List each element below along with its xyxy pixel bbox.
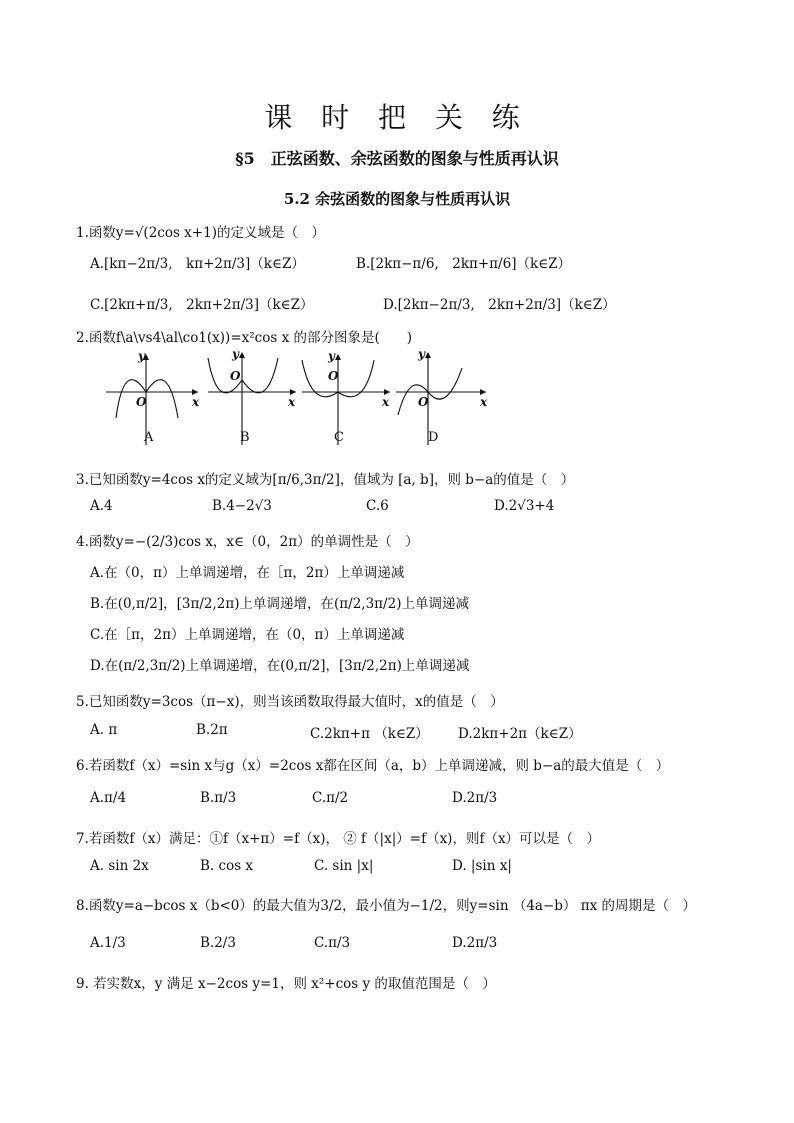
- q6-option-d: D.2π/3: [452, 790, 498, 806]
- q5-option-d: D.2kπ+2π（k∈Z）: [458, 726, 582, 742]
- q7-option-d: D. |sin x|: [452, 858, 512, 874]
- graph-a-y-label: y: [138, 350, 145, 363]
- q6-option-b: B.π/3: [200, 790, 237, 806]
- question-1-stem: 1.函数y=√(2cos x+1)的定义域是（ ）: [76, 225, 325, 241]
- q4-option-c: C.在［π，2π）上单调递增，在（0，π）上单调递减: [90, 627, 405, 643]
- q4-option-a: A.在（0，π）上单调递增，在［π，2π）上单调递减: [90, 565, 405, 581]
- q1-option-a: A.[kπ−2π/3, kπ+2π/3]（k∈Z）: [90, 256, 305, 272]
- question-3-stem: 3.已知函数y=4cos x的定义域为[π/6,3π/2]，值域为 [a, b]，则 b−a的值是（ ）: [76, 472, 575, 488]
- question-6-stem: 6.若函数f（x）=sin x与g（x）=2cos x都在区间（a，b）上单调递减，则 b−a的最大值是（ ）: [76, 758, 670, 774]
- page-title: 课 时 把 关 练: [264, 101, 530, 134]
- q6-option-c: C.π/2: [312, 790, 349, 806]
- graph-b-origin-label: O: [230, 369, 241, 383]
- q1-option-d: D.[2kπ−2π/3, 2kπ+2π/3]（k∈Z）: [383, 297, 616, 313]
- q5-option-a: A. π: [90, 722, 118, 738]
- q8-option-d: D.2π/3: [452, 935, 498, 951]
- q1-option-b: B.[2kπ−π/6, 2kπ+π/6]（k∈Z）: [356, 256, 572, 272]
- graph-label-c: C: [334, 430, 344, 445]
- graph-label-b: B: [240, 430, 250, 445]
- graph-c-y-label: y: [328, 350, 335, 363]
- q4-option-b: B.在(0,π/2]，[3π/2,2π)上单调递增，在(π/2,3π/2)上单调递减: [90, 596, 469, 612]
- question-9-stem: 9. 若实数x，y 满足 x−2cos y=1，则 x²+cos y 的取值范围是（ ）: [76, 976, 496, 992]
- q8-option-a: A.1/3: [90, 935, 126, 951]
- q1-option-c: C.[2kπ+π/3, 2kπ+2π/3]（k∈Z）: [90, 297, 314, 313]
- graph-b-x-label: x: [288, 395, 296, 409]
- q3-option-c: C.6: [366, 498, 389, 514]
- q5-option-b: B.2π: [196, 722, 228, 738]
- q3-option-d: D.2√3+4: [494, 498, 555, 514]
- question-5-stem: 5.已知函数y=3cos（π−x)，则当该函数取得最大值时，x的值是（ ）: [76, 694, 504, 710]
- subsection-heading: 5.2 余弦函数的图象与性质再认识: [283, 190, 511, 208]
- q3-option-b: B.4−2√3: [212, 498, 272, 514]
- question-2-stem: 2.函数f\a\vs4\al\co1(x))=x²cos x 的部分图象是( ): [76, 330, 413, 346]
- q8-option-c: C.π/3: [314, 935, 351, 951]
- graph-label-a: A: [144, 430, 154, 445]
- q2-graph-options: [106, 350, 498, 450]
- q3-option-a: A.4: [90, 498, 113, 514]
- q5-option-c: C.2kπ+π （k∈Z）: [310, 726, 429, 742]
- q8-option-b: B.2/3: [200, 935, 236, 951]
- section-heading: §5 正弦函数、余弦函数的图象与性质再认识: [235, 149, 559, 168]
- question-7-stem: 7.若函数f（x）满足：①f（x+π）=f（x)， ② f（|x|）=f（x)，则f（x）可以是（ ）: [76, 831, 601, 847]
- graph-d-origin-label: O: [418, 395, 429, 409]
- question-8-stem: 8.函数y=a−bcos x（b<0）的最大值为3/2，最小值为−1/2，则y=sin （4a−b） πx 的周期是（ ）: [76, 898, 696, 914]
- graph-c-x-label: x: [382, 395, 390, 409]
- q7-option-c: C. sin |x|: [314, 858, 374, 874]
- graph-d-y-label: y: [418, 350, 425, 361]
- q6-option-a: A.π/4: [90, 790, 127, 806]
- q7-option-b: B. cos x: [200, 858, 254, 874]
- question-4-stem: 4.函数y=−(2/3)cos x，x∈（0，2π）的单调性是（ ）: [76, 534, 419, 550]
- graph-c-origin-label: O: [328, 369, 339, 383]
- graph-d-x-label: x: [480, 395, 488, 409]
- q4-option-d: D.在(π/2,3π/2)上单调递增，在(0,π/2]，[3π/2,2π)上单调递减: [90, 658, 470, 674]
- graph-a-x-label: x: [192, 395, 200, 409]
- q7-option-a: A. sin 2x: [90, 858, 149, 874]
- graph-label-d: D: [428, 430, 439, 445]
- graph-b-y-label: y: [232, 350, 239, 361]
- graph-a-origin-label: O: [136, 395, 147, 409]
